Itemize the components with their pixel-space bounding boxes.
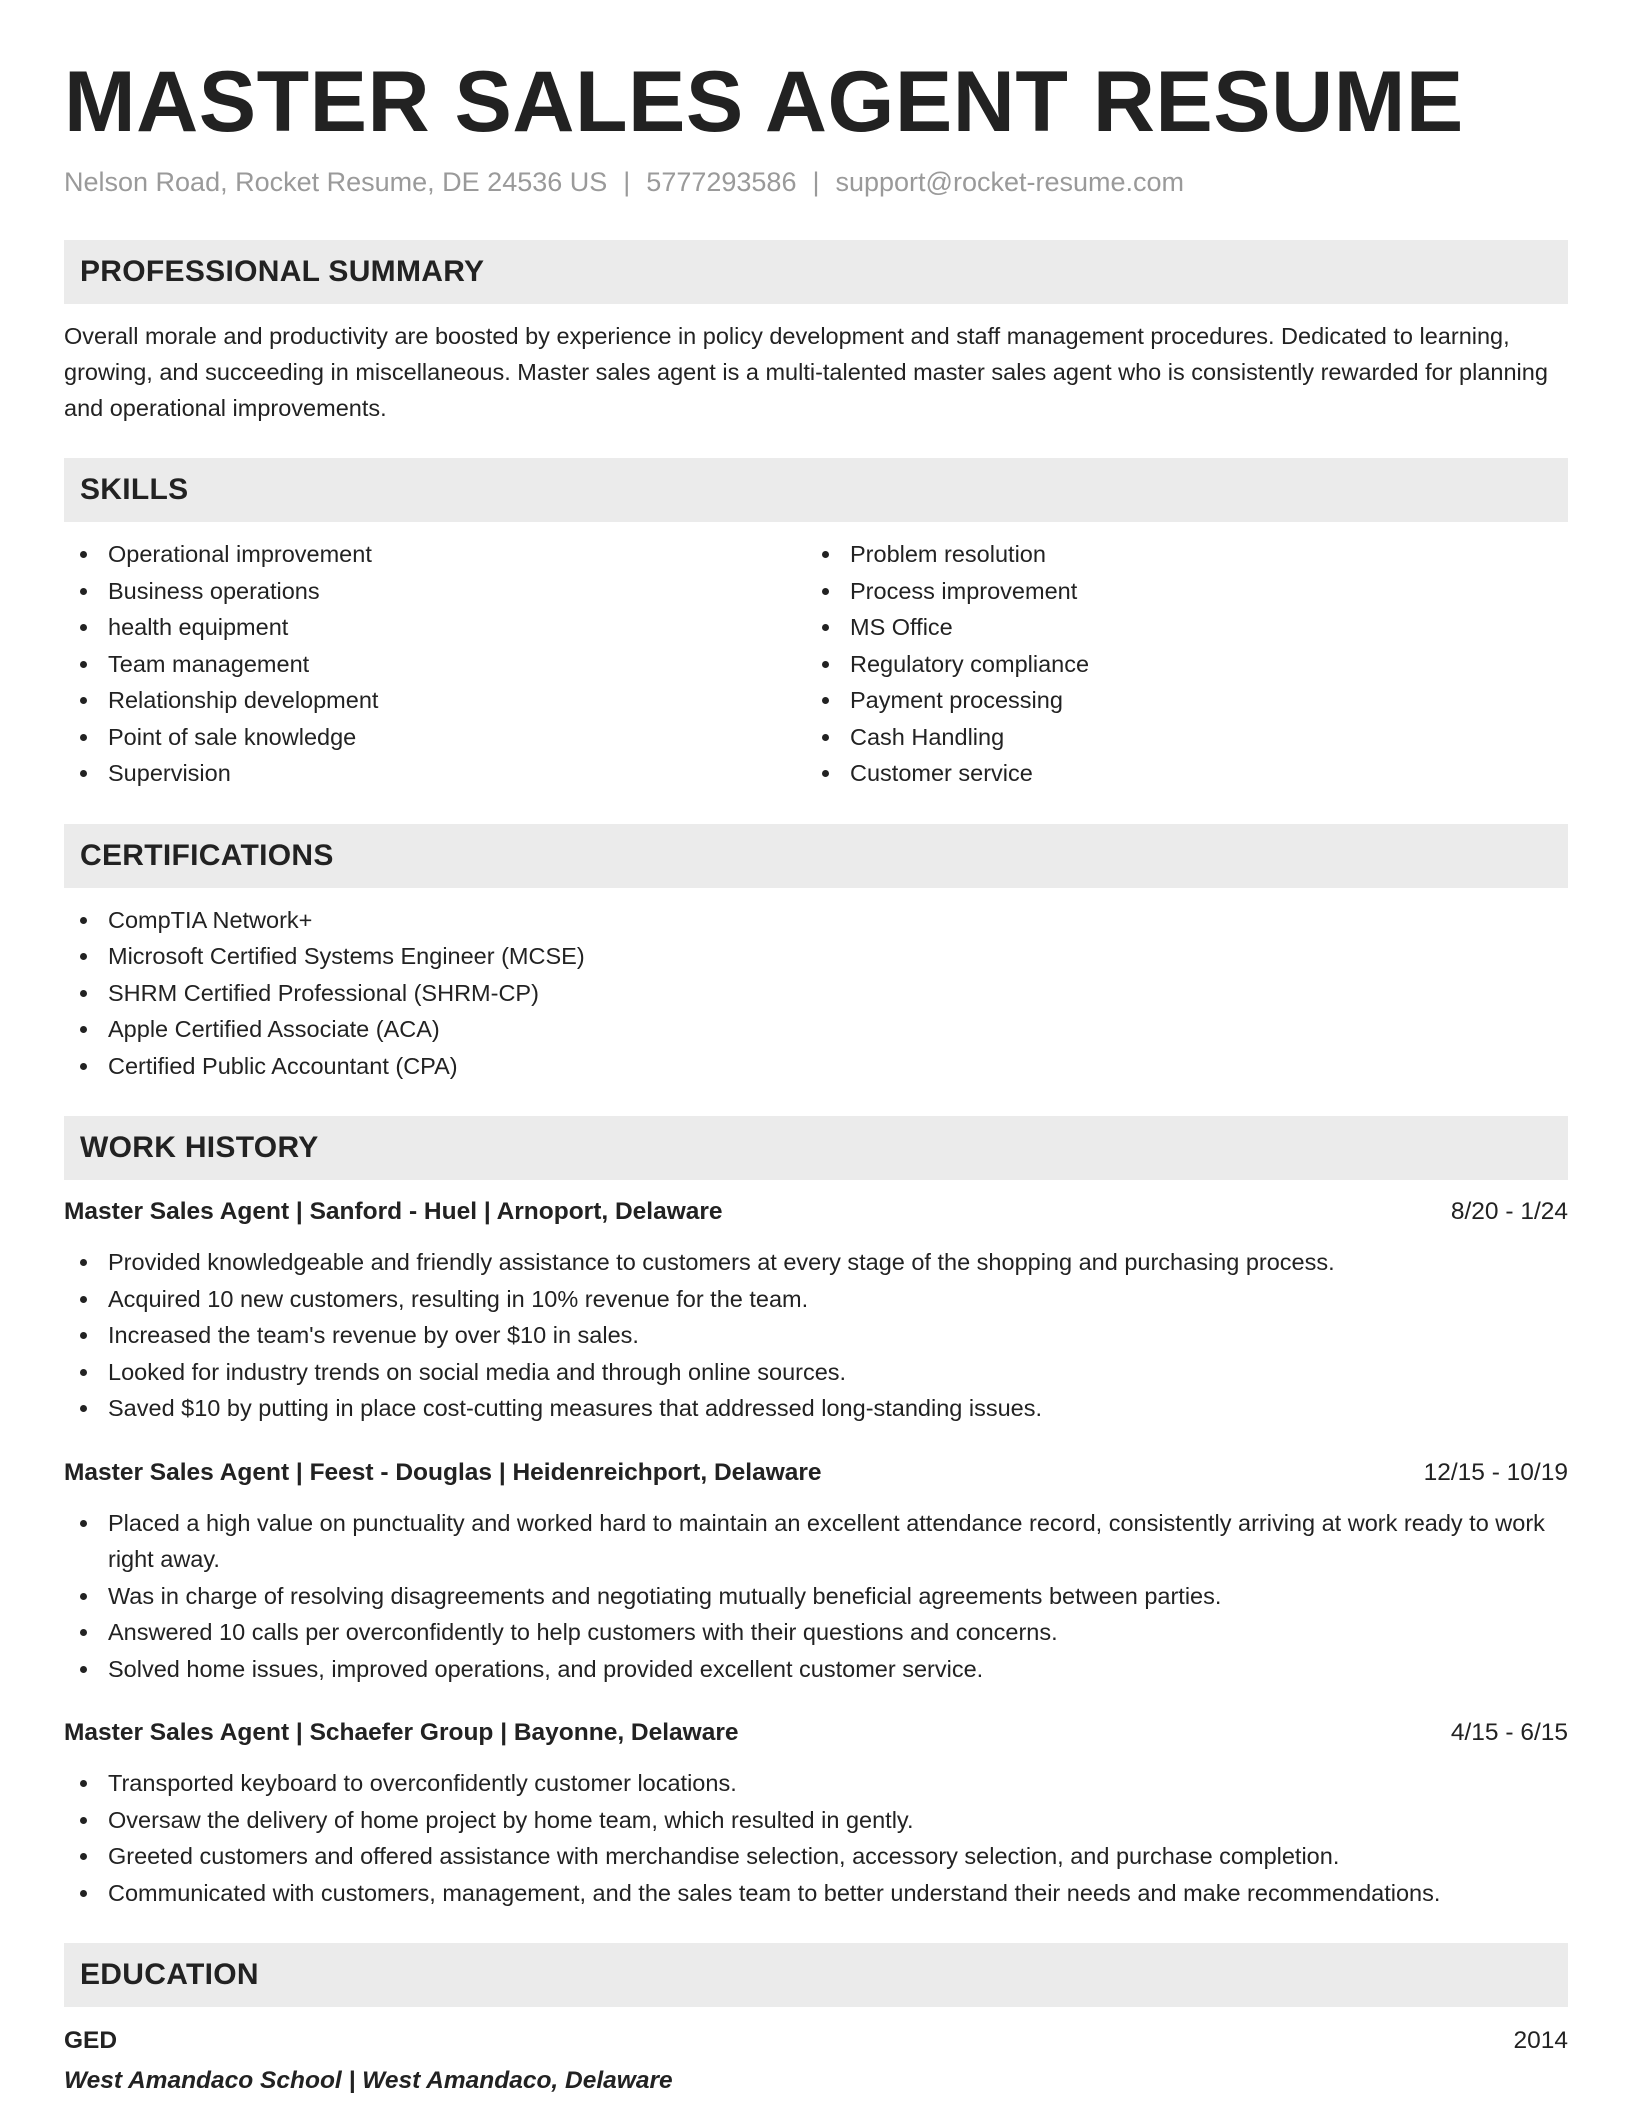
- certification-item: Certified Public Accountant (CPA): [64, 1048, 1568, 1085]
- skill-item: Problem resolution: [806, 536, 1548, 573]
- job-bullet: Increased the team's revenue by over $10 in sales.: [64, 1317, 1568, 1354]
- job-dates: 8/20 - 1/24: [1450, 1198, 1568, 1225]
- section-title: WORK HISTORY: [80, 1131, 319, 1164]
- job-title: Master Sales Agent | Sanford - Huel | Arnoport, Delaware: [64, 1198, 723, 1225]
- education-school: West Amandaco School | West Amandaco, Delaware: [64, 2067, 673, 2094]
- education-year: 2014: [1513, 2027, 1568, 2054]
- job-bullets: [64, 1765, 1568, 1911]
- job-bullets: [64, 1505, 1568, 1688]
- job-bullet: Communicated with customers, management, and the sales team to better understand their needs and make recommendations.: [64, 1875, 1568, 1912]
- job-bullet: Oversaw the delivery of home project by home team, which resulted in gently.: [64, 1802, 1568, 1839]
- certifications-list: [64, 902, 1568, 1085]
- skill-item: Operational improvement: [64, 536, 806, 573]
- skill-item: health equipment: [64, 609, 806, 646]
- skill-item: Cash Handling: [806, 719, 1548, 756]
- skill-item: Team management: [64, 646, 806, 683]
- job-entry: [64, 1455, 1568, 1688]
- education-degree: GED: [64, 2027, 118, 2054]
- job-bullet: Acquired 10 new customers, resulting in 10% revenue for the team.: [64, 1281, 1568, 1318]
- skills-list-left: [64, 536, 806, 792]
- job-bullet: Transported keyboard to overconfidently customer locations.: [64, 1765, 1568, 1802]
- job-header: [64, 1455, 1568, 1491]
- contact-phone: 5777293586: [646, 167, 797, 197]
- section-title: CERTIFICATIONS: [80, 838, 334, 872]
- job-entry: [64, 1194, 1568, 1427]
- section-header-summary: [64, 240, 1568, 304]
- skill-item: Customer service: [806, 755, 1548, 792]
- summary-text: Overall morale and productivity are boosted by experience in policy development and staff management procedures. Dedicated to learning, growing, and succeeding in miscellaneous. Master sales agent is a multi-talented master sales agent who is consistently rewarded for planning and operational improvements.: [64, 323, 1548, 421]
- section-title: PROFESSIONAL SUMMARY: [80, 255, 485, 288]
- skill-item: Business operations: [64, 573, 806, 610]
- contact-separator: |: [623, 167, 631, 197]
- certification-item: Apple Certified Associate (ACA): [64, 1011, 1568, 1048]
- job-title: Master Sales Agent | Schaefer Group | Bayonne, Delaware: [64, 1719, 739, 1746]
- contact-line: [64, 166, 1568, 198]
- job-title: Master Sales Agent | Feest - Douglas | Heidenreichport, Delaware: [64, 1458, 822, 1486]
- section-header-certifications: [64, 824, 1568, 888]
- contact-address: Nelson Road, Rocket Resume, DE 24536 US: [64, 167, 608, 197]
- certification-item: CompTIA Network+: [64, 902, 1568, 939]
- skill-item: Point of sale knowledge: [64, 719, 806, 756]
- section-title: EDUCATION: [80, 1958, 259, 1991]
- contact-email: support@rocket-resume.com: [835, 167, 1185, 197]
- certification-item: SHRM Certified Professional (SHRM-CP): [64, 975, 1568, 1012]
- skill-item: MS Office: [806, 609, 1548, 646]
- skill-item: Payment processing: [806, 682, 1548, 719]
- skill-item: Process improvement: [806, 573, 1548, 610]
- job-header: [64, 1715, 1568, 1751]
- job-entry: [64, 1715, 1568, 1911]
- contact-separator: |: [812, 167, 820, 197]
- job-dates: 4/15 - 6/15: [1450, 1719, 1568, 1746]
- job-bullet: Answered 10 calls per overconfidently to help customers with their questions and concerns.: [64, 1614, 1568, 1651]
- skills-list-right: [806, 536, 1548, 792]
- resume-title: MASTER SALES AGENT RESUME: [64, 54, 1464, 150]
- education-entry: [64, 2023, 1568, 2099]
- job-bullet: Solved home issues, improved operations, and provided excellent customer service.: [64, 1651, 1568, 1688]
- job-bullet: Provided knowledgeable and friendly assistance to customers at every stage of the shopping and purchasing process.: [64, 1244, 1568, 1281]
- job-bullets: [64, 1244, 1568, 1427]
- job-header: [64, 1194, 1568, 1230]
- skill-item: Regulatory compliance: [806, 646, 1548, 683]
- job-bullet: Looked for industry trends on social media and through online sources.: [64, 1354, 1568, 1391]
- section-header-work-history: [64, 1116, 1568, 1180]
- skill-item: Relationship development: [64, 682, 806, 719]
- section-header-education: [64, 1943, 1568, 2007]
- skills-columns: [64, 536, 1568, 792]
- job-bullet: Was in charge of resolving disagreements and negotiating mutually beneficial agreements between parties.: [64, 1578, 1568, 1615]
- education-header: [64, 2023, 1568, 2059]
- job-dates: 12/15 - 10/19: [1423, 1458, 1568, 1486]
- certification-item: Microsoft Certified Systems Engineer (MCSE): [64, 938, 1568, 975]
- resume-page: [64, 0, 1568, 2099]
- skill-item: Supervision: [64, 755, 806, 792]
- job-bullet: Placed a high value on punctuality and worked hard to maintain an excellent attendance record, consistently arriving at work ready to work right away.: [64, 1505, 1568, 1578]
- job-bullet: Saved $10 by putting in place cost-cutting measures that addressed long-standing issues.: [64, 1390, 1568, 1427]
- section-title: SKILLS: [80, 473, 189, 506]
- section-header-skills: [64, 458, 1568, 522]
- job-bullet: Greeted customers and offered assistance with merchandise selection, accessory selection, and purchase completion.: [64, 1838, 1568, 1875]
